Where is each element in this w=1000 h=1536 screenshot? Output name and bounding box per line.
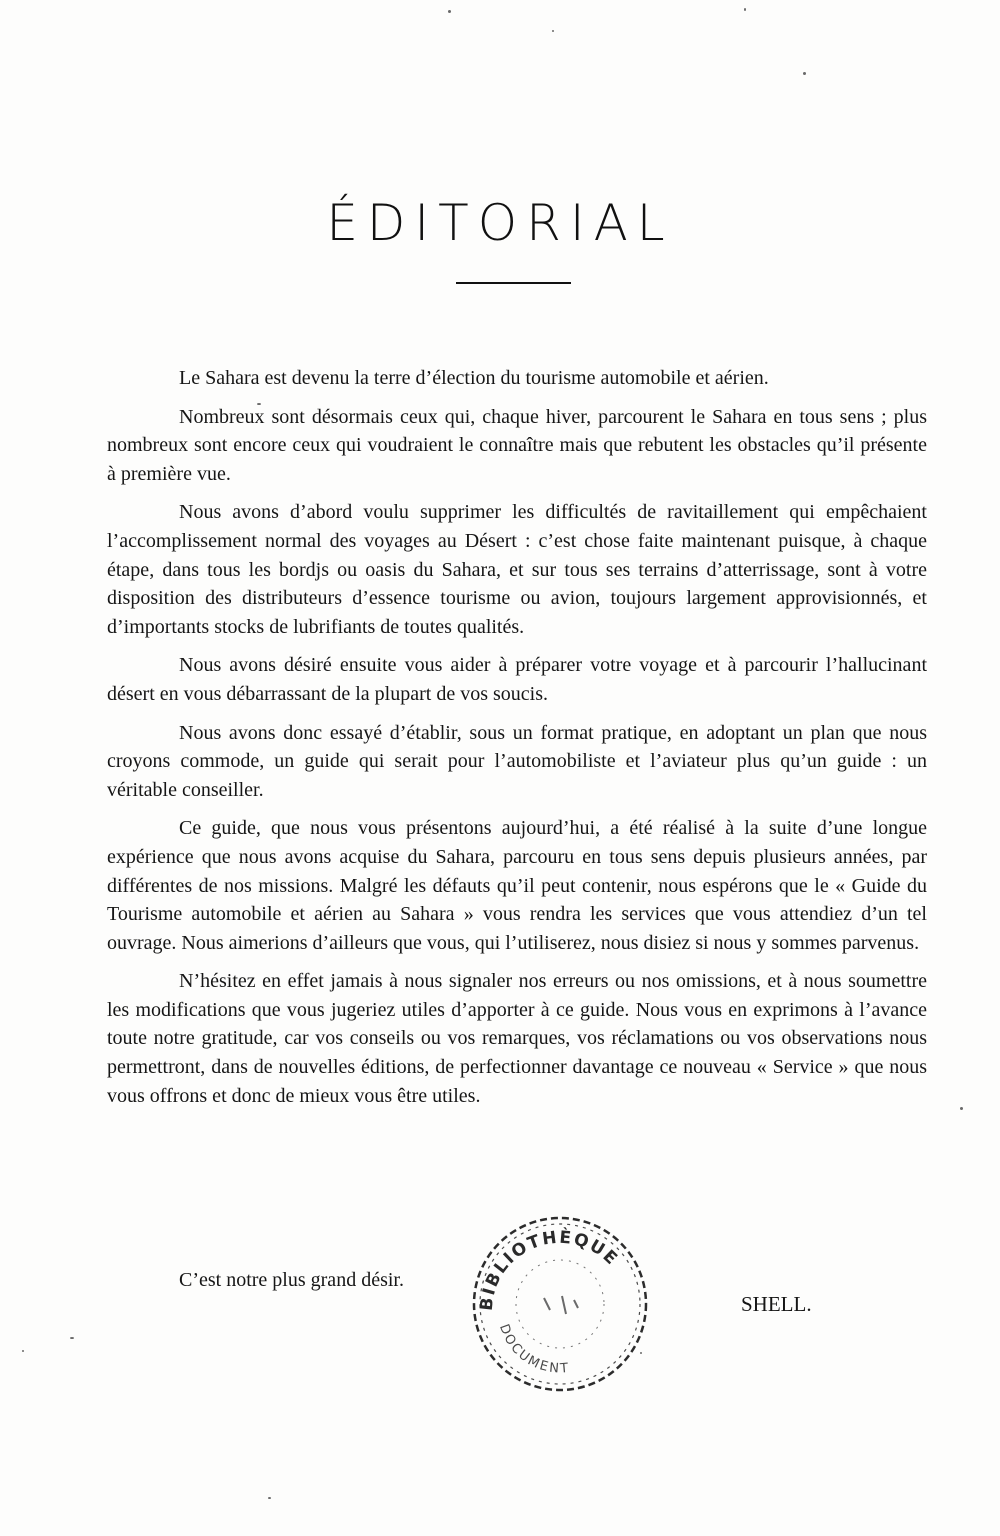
stamp-text-bottom: DOCUMENT — [495, 1322, 571, 1377]
svg-text:DOCUMENT — [496, 1322, 571, 1376]
print-speck — [257, 403, 261, 405]
svg-text:BIBLIOTHÈQUE — [477, 1226, 623, 1312]
paragraph: Le Sahara est devenu la terre d’élection du tourisme automobile et aérien. — [179, 367, 769, 389]
print-speck — [803, 72, 806, 75]
library-stamp-icon — [462, 1206, 658, 1396]
print-speck — [70, 1337, 74, 1339]
page-title: ÉDITORIAL — [326, 194, 674, 252]
paragraph: Ce guide, que nous vous présentons aujourd’hui, a été réalisé à la suite d’une longue expérience que nous avons acquise du Sahara, parcouru en tous sens depuis plusieurs années, par différentes de nos missions. Malgré les défauts qu’il peut contenir, nous espérons que le « Guide du Tourisme automobile et aérien au Sahara » vous rendra les services que vous attendiez d’un tel ouvrage. Nous aimerions d’ailleurs que vous, qui l’utiliserez, nous disiez si nous y sommes parvenus. — [107, 817, 927, 954]
closing-line: C’est notre plus grand désir. — [179, 1269, 404, 1291]
paragraph: Nous avons d’abord voulu supprimer les difficultés de ravitaillement qui empêchaient l’accomplissement normal des voyages au Désert : c’est chose faite maintenant puisque, à chaque étape, dans tous les bordjs ou oasis du Sahara, et sur tous ses terrains d’atterrissage, sont à votre disposition des distributeurs d’essence tourisme ou avion, toujours largement approvisionnés, et d’importants stocks de lubrifiants de toutes qualités. — [107, 501, 927, 638]
title-underline — [456, 282, 571, 284]
print-speck — [22, 1350, 24, 1352]
print-speck — [268, 1497, 271, 1499]
print-speck — [640, 1352, 642, 1354]
editorial-body — [107, 364, 927, 1120]
print-speck — [552, 30, 554, 32]
signature: SHELL. — [741, 1292, 812, 1316]
print-speck — [960, 1107, 963, 1110]
paragraph: N’hésitez en effet jamais à nous signaler nos erreurs ou nos omissions, et à nous soumettre les modifications que vous jugeriez utiles d’apporter à ce guide. Nous vous en exprimons à l’avance toute notre gratitude, car vos conseils ou vos remarques, vos réclamations ou vos observations nous permettront, dans de nouvelles éditions, de perfectionner davantage ce nouveau « Service » que nous vous offrons et donc de mieux vous être utiles. — [107, 970, 927, 1107]
paragraph: Nous avons désiré ensuite vous aider à préparer votre voyage et à parcourir l’hallucinant désert en vous débarrassant de la plupart de vos soucis. — [107, 654, 927, 705]
print-speck — [448, 10, 451, 13]
print-speck — [744, 8, 746, 11]
paragraph: Nombreux sont désormais ceux qui, chaque hiver, parcourent le Sahara en tous sens ; plus nombreux sont encore ceux qui voudraient le connaître mais que rebutent les obstacles qu’il présente à première vue. — [107, 405, 927, 485]
stamp-text-top: BIBLIOTHÈQUE — [476, 1227, 623, 1312]
paragraph: Nous avons donc essayé d’établir, sous un format pratique, en adoptant un plan que nous croyons commode, un guide qui serait pour l’automobiliste et l’aviateur plus qu’un guide : un véritable conseiller. — [107, 721, 927, 801]
